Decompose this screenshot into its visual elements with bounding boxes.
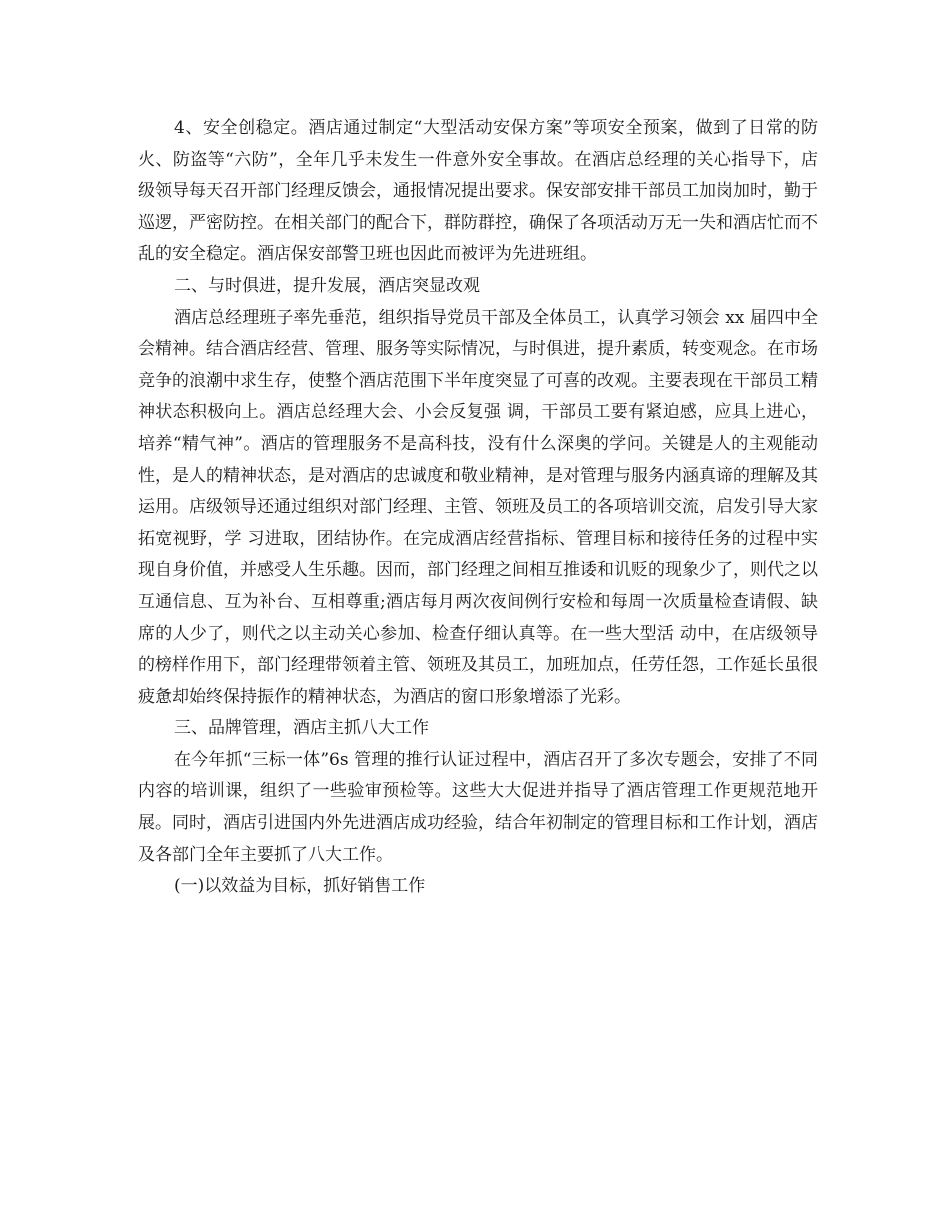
subsection-heading-1: (一)以效益为目标，抓好销售工作 — [174, 876, 426, 897]
paragraph-progress: 酒店总经理班子率先垂范，组织指导党员干部及全体员工，认真学习领会 xx 届四中全会精神。结合酒店经营、管理、服务等实际情况，与时俱进，提升素质，转变观念。在市场竞争的浪潮中求生存，使整个酒店范围下半年度突显了可喜的改观。主要表现在干部员工精神状态积极向上。酒店总经理大会、小会反复强 调，干部员工要有紧迫感，应具上进心，培养“精气神”。酒店的管理服务不是高科技，没有什么深奥的学问。关键是人的主观能动性，是人的精神状态，是对酒店的忠诚度和敬业精神，是对管理与服务内涵真谛的理解及其运用。店级领导还通过组织对部门经理、主管、领班及员工的各项培训交流，启发引导大家拓宽视野，学 习进取，团结协作。在完成酒店经营指标、管理目标和接待任务的过程中实现自身价值，并感受人生乐趣。因而，部门经理之间相互推诿和讥贬的现象少了，则代之以互通信息、互为补台、互相尊重;酒店每月两次夜间例行安检和每周一次质量检查请假、缺席的人少了，则代之以主动关心参加、检查仔细认真等。在一些大型活 动中，在店级领导的榜样作用下，部门经理带领着主管、领班及其员工，加班加点，任劳任怨，工作延长虽很疲惫却始终保持振作的精神状态，为酒店的窗口形象增添了光彩。 — [138, 307, 818, 707]
paragraph-security: 4、安全创稳定。酒店通过制定“大型活动安保方案”等项安全预案，做到了日常的防火、防盗等“六防”，全年几乎未发生一件意外安全事故。在酒店总经理的关心指导下，店级领导每天召开部门经理反馈会，通报情况提出要求。保安部安排干部员工加岗加时，勤于巡逻，严密防控。在相关部门的配合下，群防群控，确保了各项活动万无一失和酒店忙而不乱的安全稳定。酒店保安部警卫班也因此而被评为先进班组。 — [138, 118, 818, 265]
section-heading-3: 三、品牌管理，酒店主抓八大工作 — [174, 718, 429, 739]
section-heading-2: 二、与时俱进，提升发展，酒店突显改观 — [174, 275, 480, 296]
paragraph-brand-management: 在今年抓“三标一体”6s 管理的推行认证过程中，酒店召开了多次专题会，安排了不同内容的培训课，组织了一些验审预检等。这些大大促进并指导了酒店管理工作更规范地开展。同时，酒店引进国内外先进酒店成功经验，结合年初制定的管理目标和工作计划，酒店及各部门全年主要抓了八大工作。 — [138, 749, 818, 865]
document-body — [138, 113, 818, 903]
